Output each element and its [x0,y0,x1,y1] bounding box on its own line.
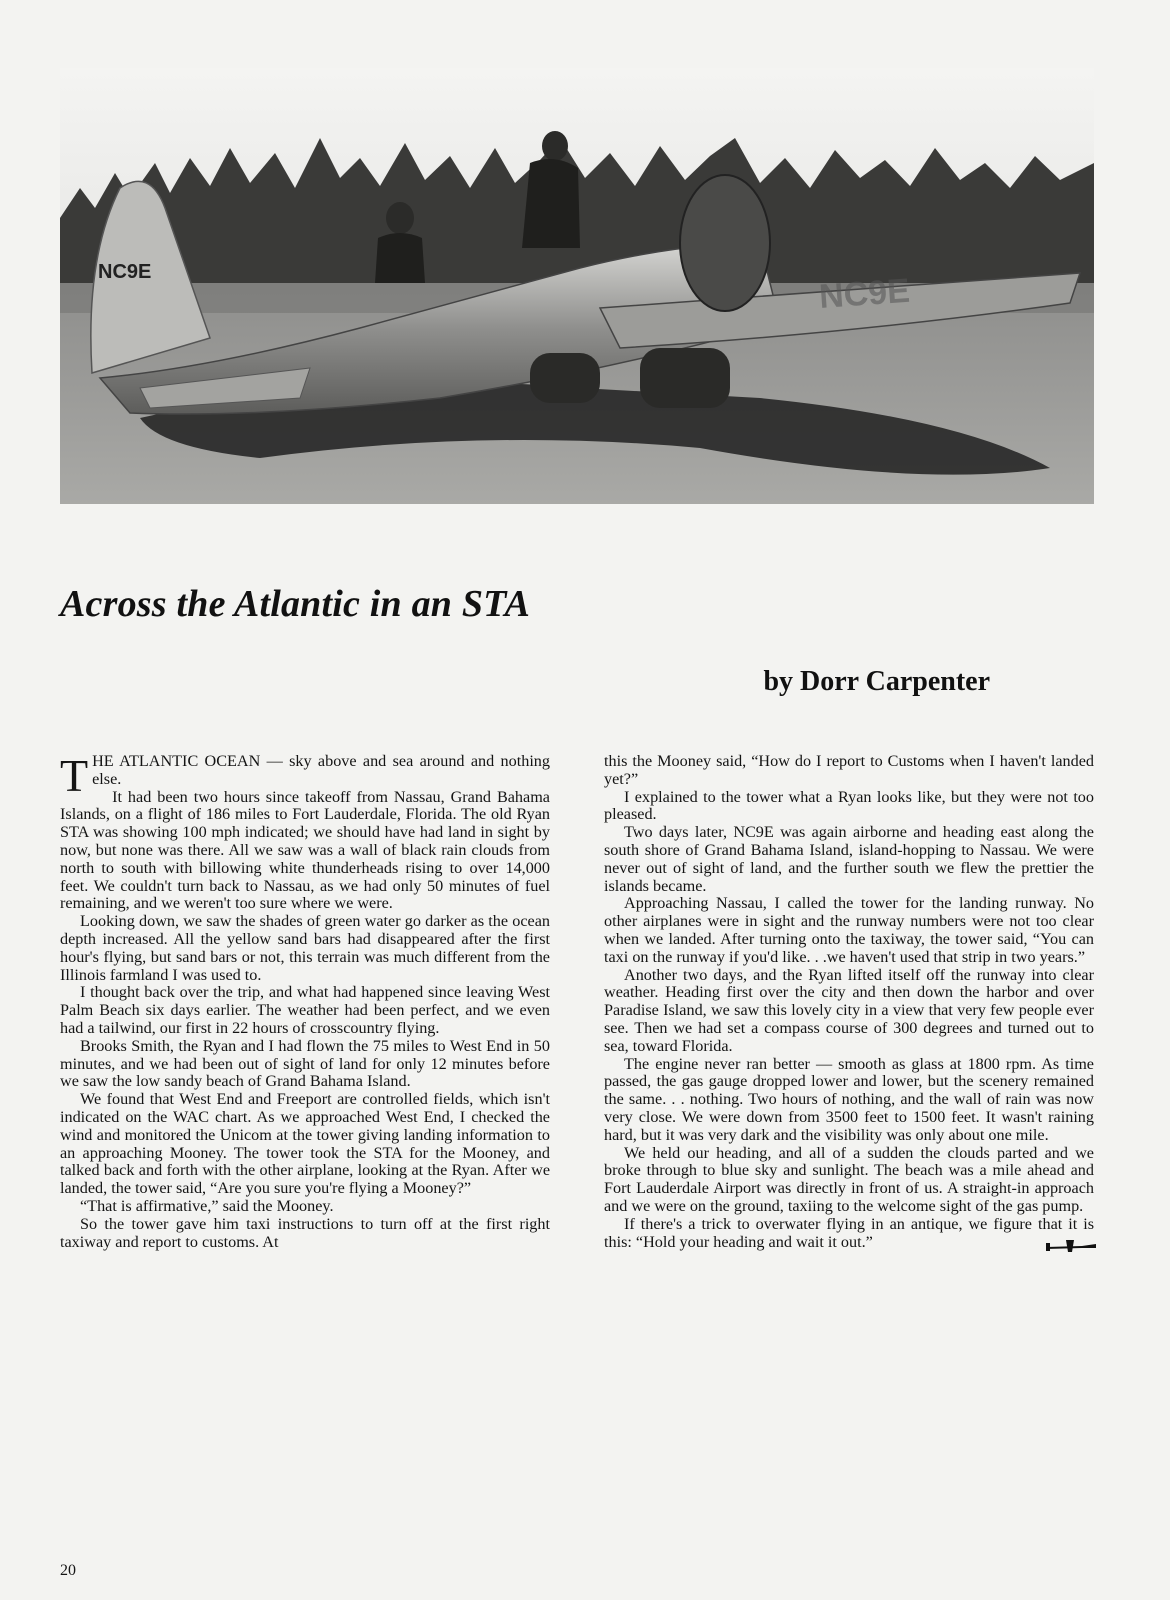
article-paragraph: Looking down, we saw the shades of green water go darker as the ocean depth increased. All the yellow sand bars had disappeared after the first hour's flying, but sand bars or not, this terrain was much different from the Illinois farmland I was used to. [60,912,550,984]
article-paragraph: Another two days, and the Ryan lifted itself off the runway into clear weather. Heading first over the city and then down the harbor and over Paradise Island, we saw this lovely city in a view that very few people ever see. Then we had set a compass course of 300 degrees and turned out to sea, toward Florida. [604,965,1094,1055]
article-column-right [604,753,1094,1258]
tail-registration: NC9E [98,261,152,283]
article-paragraph-last [604,1216,1094,1252]
article-byline: by Dorr Carpenter [763,666,990,697]
article-paragraph: We held our heading, and all of a sudden the clouds parted and we broke through to blue sky and sunlight. The beach was a mile ahead and Fort Lauderdale Airport was directly in front of us. A straight-in approach and we were on the ground, taxiing to the welcome sight of the gas pump. [604,1143,1094,1215]
article-paragraph: I explained to the tower what a Ryan looks like, but they were not too pleased. [604,787,1094,824]
article-paragraph: The engine never ran better — smooth as glass at 1800 rpm. As time passed, the gas gauge dropped lower and lower, but the scenery remained the same. . . nothing. Two hours of nothing, and the wall of rain was now very close. We were down from 3500 feet to 1500 feet. It wasn't raining hard, but it was very dark and the visibility was only about one mile. [604,1054,1094,1144]
paragraph-text: HE ATLANTIC OCEAN — sky above and sea around and nothing else. [92,752,550,788]
page-number: 20 [60,1562,76,1579]
article-paragraph: We found that West End and Freeport are controlled fields, which isn't indicated on the WAC chart. As we approached West End, I checked the wind and monitored the Unicom at the tower giving landing information to an approaching Mooney. The tower took the STA for the Mooney, and talked back and forth with the other airplane, looking at the Ryan. After we landed, the tower said, “Are you sure you're flying a Mooney?” [60,1090,550,1198]
article-paragraph: It had been two hours since takeoff from Nassau, Grand Bahama Islands, on a flight of 186 miles to Fort Lauderdale, Florida. The old Ryan STA was showing 100 mph indicated; we should have had land in sight by now, but none was there. All we saw was a wall of black rain clouds from north to south with billowing white thunderheads rising to over 14,000 feet. We couldn't turn back to Nassau, as we had only 50 minutes of fuel remaining, and we weren't too sure where we were. [60,787,550,913]
article-paragraph: I thought back over the trip, and what had happened since leaving West Palm Beach six days earlier. The weather had been perfect, and we even had a tailwind, our first in 22 hours of crosscountry flying. [60,983,550,1037]
article-paragraph: Two days later, NC9E was again airborne and heading east along the south shore of Grand Bahama Island, island-hopping to Nassau. We were never out of sight of land, and the further south we flew the prettier the islands became. [604,823,1094,895]
article-paragraph: “That is affirmative,” said the Mooney. [80,1196,334,1215]
paragraph-text: If there's a trick to overwater flying in an antique, we figure that it is this: “Hold your heading and wait it out.” [604,1214,1094,1251]
article-paragraph: So the tower gave him taxi instructions to turn off at the first right taxiway and report to customs. At [60,1214,550,1251]
article-column-left [60,750,550,1251]
ryan-sta-photo-illustration [60,68,1094,504]
airplane-photo [60,68,1094,504]
article-title: Across the Atlantic in an STA [60,583,531,625]
article-paragraph [60,750,550,801]
airplane-end-mark-icon [1024,1238,1098,1259]
wing-registration: NC9E [817,271,912,316]
article-paragraph: Approaching Nassau, I called the tower for the landing runway. No other airplanes were in sight and the runway numbers were not too clear when we landed. After turning onto the taxiway, the tower said, “You can taxi on the runway if you'd like. . .we haven't used that strip in two years.” [604,894,1094,966]
drop-cap: T [60,750,89,801]
article-paragraph: this the Mooney said, “How do I report to Customs when I haven't landed yet?” [604,752,1094,788]
article-paragraph: Brooks Smith, the Ryan and I had flown the 75 miles to West End in 50 minutes, and we had been out of sight of land for only 12 minutes before we saw the low sandy beach of Grand Bahama Island. [60,1036,550,1091]
